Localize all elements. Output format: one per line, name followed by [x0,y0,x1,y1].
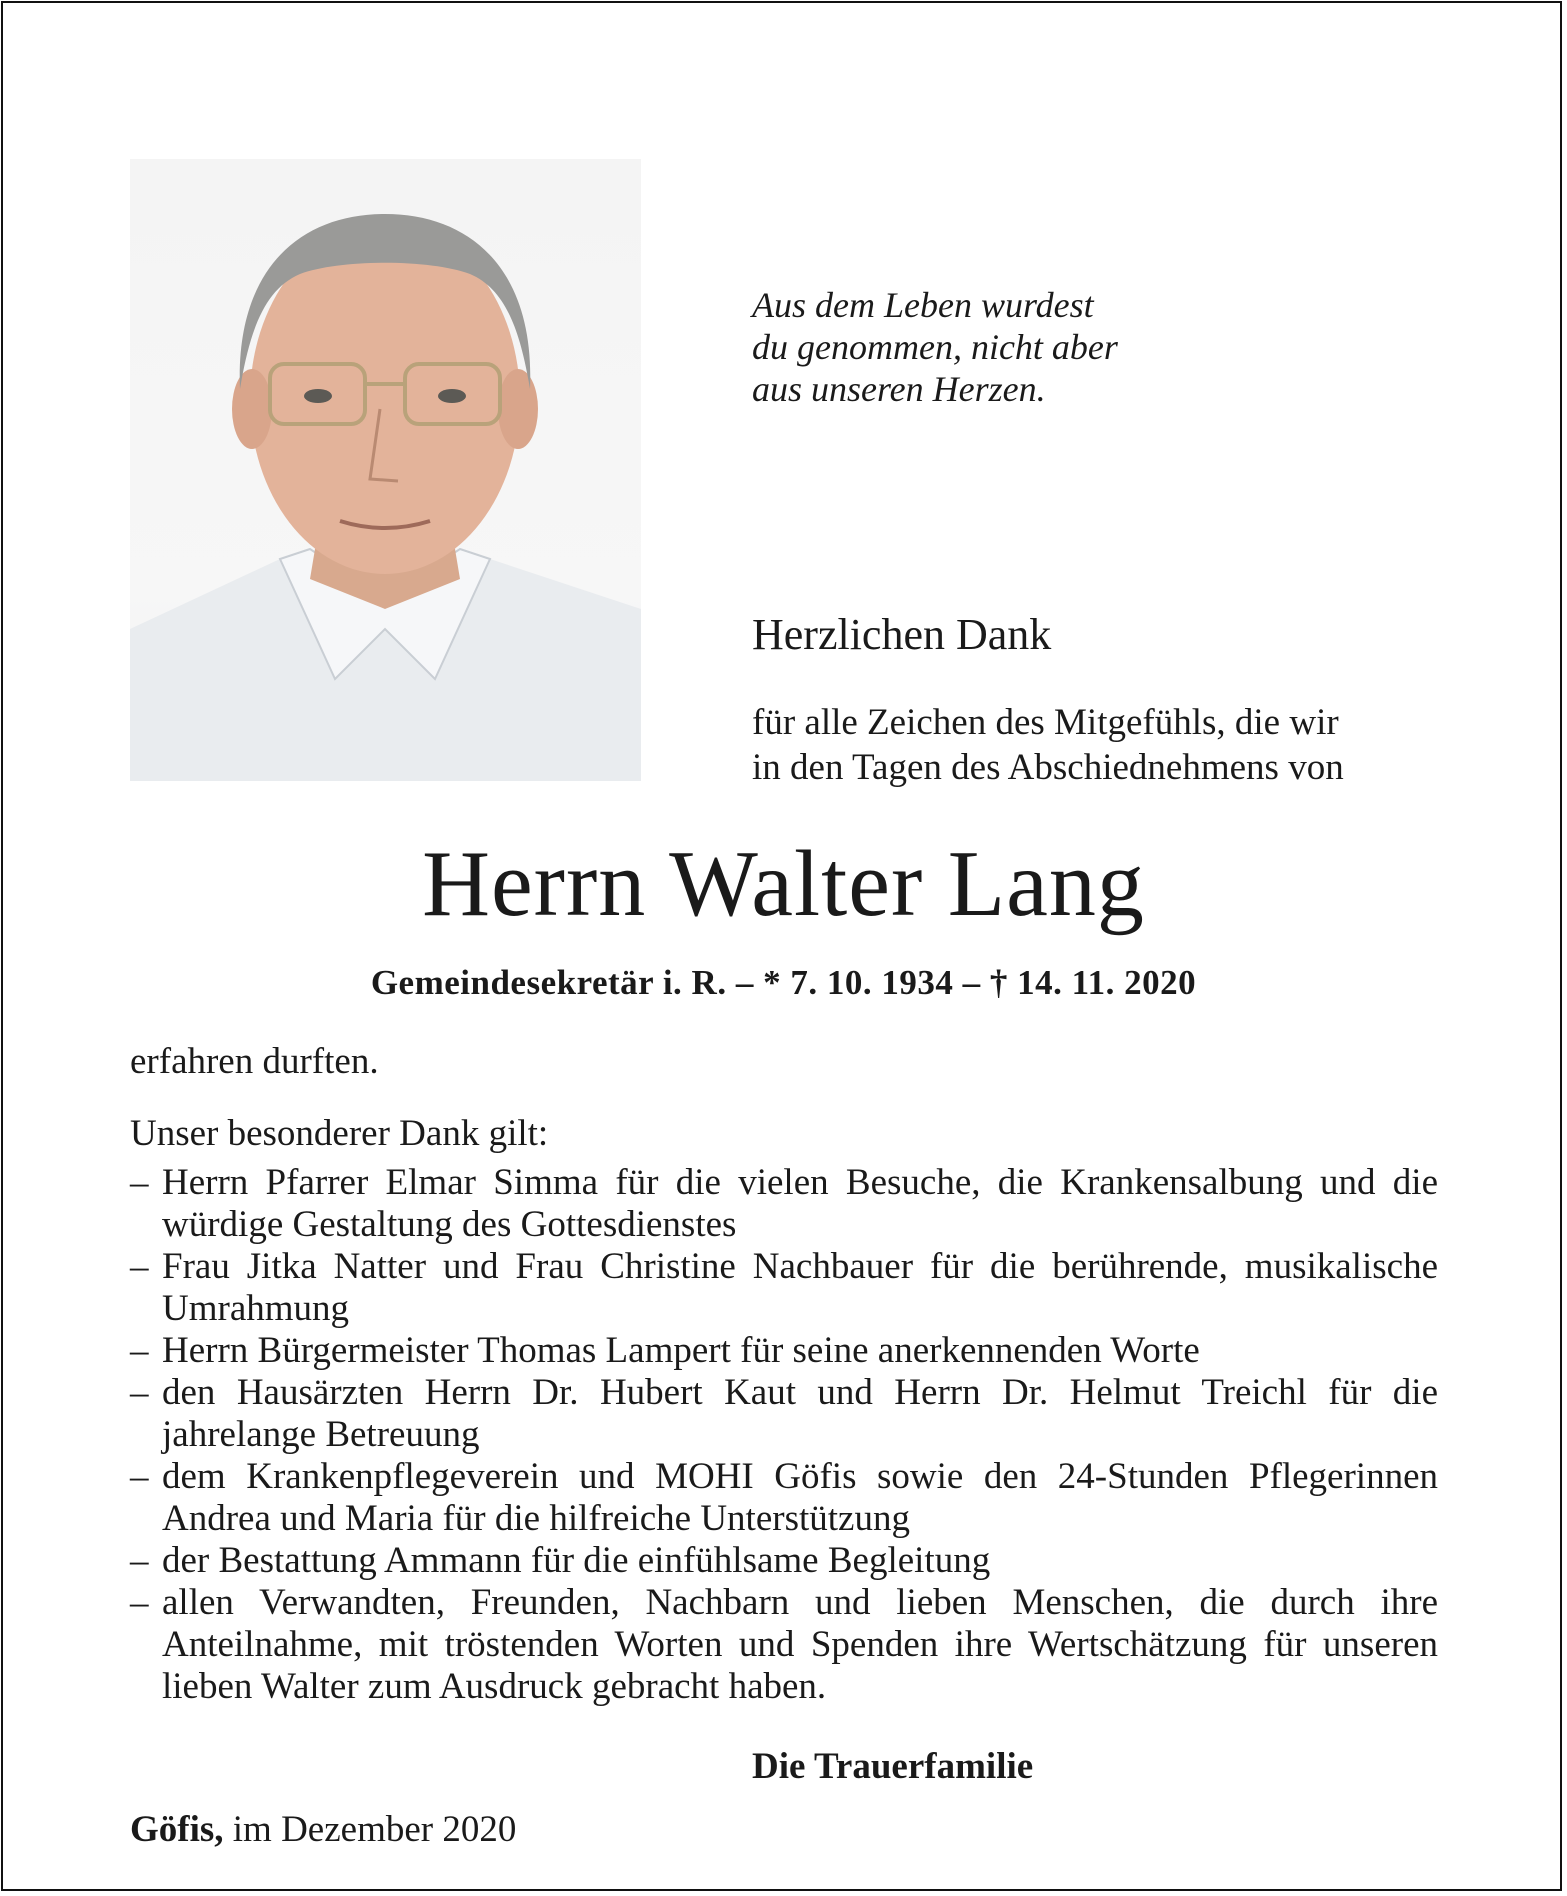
list-item [130,1372,1438,1456]
bullet-dash: – [130,1330,149,1371]
portrait-photo [130,159,641,781]
bullet-dash: – [130,1162,149,1203]
list-item [130,1540,1438,1582]
place-date-line [130,1808,516,1851]
place-date: im Dezember 2020 [232,1809,517,1850]
quote-line: aus unseren Herzen. [752,369,1046,409]
signature: Die Trauerfamilie [752,1746,1034,1787]
bullet-dash: – [130,1456,149,1497]
thanks-list [130,1162,1438,1708]
list-item [130,1246,1438,1330]
list-item-text: Herrn Bürgermeister Thomas Lampert für seine anerkennenden Worte [162,1330,1200,1371]
bullet-dash: – [130,1246,149,1287]
list-item-text: der Bestattung Ammann für die einfühlsame Begleitung [162,1540,991,1581]
place-town: Göfis, [130,1809,224,1850]
memorial-quote [752,284,1118,410]
intro-line: in den Tagen des Abschiednehmens von [752,747,1344,788]
list-item-text: Frau Jitka Natter und Frau Christine Nachbauer für die berührende, musikalische Umrahmung [162,1246,1438,1329]
quote-line: du genommen, nicht aber [752,327,1118,367]
deceased-name: Herrn Walter Lang [422,832,1145,936]
closing-text: erfahren durften. [130,1041,379,1082]
intro-line: für alle Zeichen des Mitgefühls, die wir [752,702,1339,743]
list-item-text: allen Verwandten, Freunden, Nachbarn und lieben Menschen, die durch ihre Anteilnahme, mit tröstenden Worten und Spenden ihre Wertschätzung für unseren lieben Walter zum Ausdruck gebracht haben. [162,1582,1438,1707]
list-item-text: Herrn Pfarrer Elmar Simma für die vielen Besuche, die Krankensalbung und die würdige Gestaltung des Gottesdienstes [162,1162,1438,1245]
deceased-info-line: Gemeindesekretär i. R. – * 7. 10. 1934 – † 14. 11. 2020 [370,963,1197,1002]
bullet-dash: – [130,1372,149,1413]
thanks-label: Unser besonderer Dank gilt: [130,1113,549,1154]
intro-text [752,700,1344,790]
bullet-dash: – [130,1540,149,1581]
list-item-text: dem Krankenpflegeverein und MOHI Göfis sowie den 24-Stunden Pflegerinnen Andrea und Maria für die hilfreiche Unterstützung [162,1456,1438,1539]
list-item [130,1582,1438,1708]
list-item-text: den Hausärzten Herrn Dr. Hubert Kaut und Herrn Dr. Helmut Treichl für die jahrelange Betreuung [162,1372,1438,1455]
list-item [130,1330,1438,1372]
list-item [130,1456,1438,1540]
bullet-dash: – [130,1582,149,1623]
quote-line: Aus dem Leben wurdest [752,285,1094,325]
thanks-heading: Herzlichen Dank [752,610,1052,659]
list-item [130,1162,1438,1246]
